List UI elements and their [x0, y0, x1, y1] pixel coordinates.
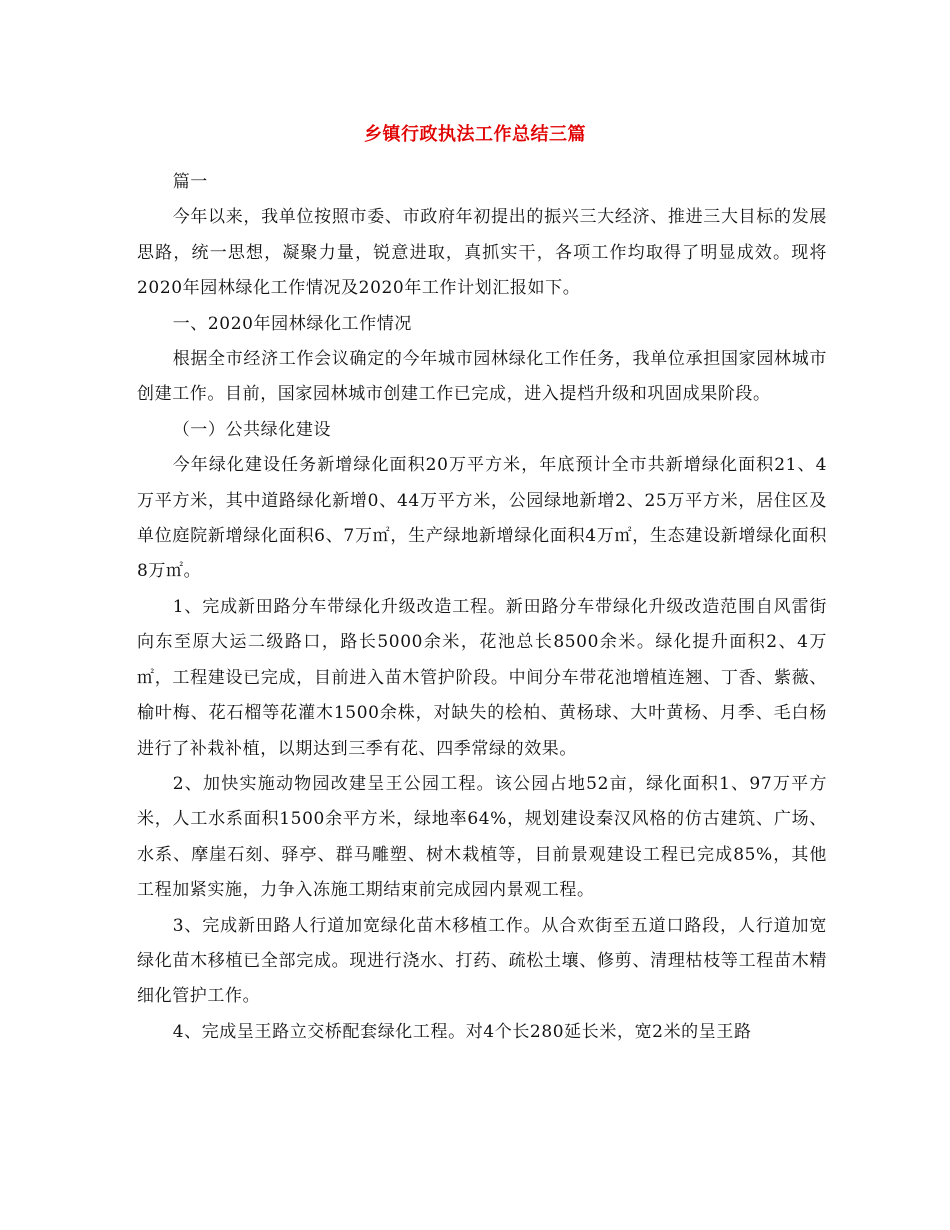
paragraph-intro: 今年以来，我单位按照市委、市政府年初提出的振兴三大经济、推进三大目标的发展思路，统一思想，凝聚力量，锐意进取，真抓实干，各项工作均取得了明显成效。现将2020年园林绿化工作情况及2020年工作计划汇报如下。: [137, 207, 827, 299]
paragraph-item-2: 2、加快实施动物园改建呈王公园工程。该公园占地52亩，绿化面积1、97万平方米，人工水系面积1500余平方米，绿地率64%，规划建设秦汉风格的仿古建筑、广场、水系、摩崖石刻、驿亭、群马雕塑、树木栽植等，目前景观建设工程已完成85%，其他工程加紧实施，力争入冻施工期结束前完成园内景观工程。: [137, 773, 827, 901]
paragraph-item-3: 3、完成新田路人行道加宽绿化苗木移植工作。从合欢街至五道口路段，人行道加宽绿化苗木移植已全部完成。现进行浇水、打药、疏松土壤、修剪、清理枯枝等工程苗木精细化管护工作。: [137, 915, 827, 1007]
paragraph-item-4: 4、完成呈王路立交桥配套绿化工程。对4个长280延长米，宽2米的呈王路: [172, 1021, 752, 1042]
document-title: 乡镇行政执法工作总结三篇: [364, 124, 586, 145]
section-heading-one: 一、2020年园林绿化工作情况: [172, 313, 412, 334]
paragraph-greening-targets: 今年绿化建设任务新增绿化面积20万平方米，年底预计全市共新增绿化面积21、4万平方米，其中道路绿化新增0、44万平方米，公园绿地新增2、25万平方米，居住区及单位庭院新增绿化面积6、7万㎡，生产绿地新增绿化面积4万㎡，生态建设新增绿化面积8万㎡。: [137, 455, 827, 582]
paragraph-item-1: 1、完成新田路分车带绿化升级改造工程。新田路分车带绿化升级改造范围自风雷街向东至原大运二级路口，路长5000余米，花池总长8500余米。绿化提升面积2、4万㎡，工程建设已完成，目前进入苗木管护阶段。中间分车带花池增植连翘、丁香、紫薇、榆叶梅、花石榴等花灌木1500余株，对缺失的桧柏、黄杨球、大叶黄杨、月季、毛白杨进行了补栽补植，以期达到三季有花、四季常绿的效果。: [137, 596, 827, 759]
section-heading-part-one: 篇一: [172, 172, 208, 192]
document-body: [137, 165, 827, 1050]
subsection-heading-public-greening: （一）公共绿化建设: [172, 419, 332, 440]
paragraph-overview: 根据全市经济工作会议确定的今年城市园林绿化工作任务，我单位承担国家园林城市创建工作。目前，国家园林城市创建工作已完成，进入提档升级和巩固成果阶段。: [137, 349, 827, 405]
